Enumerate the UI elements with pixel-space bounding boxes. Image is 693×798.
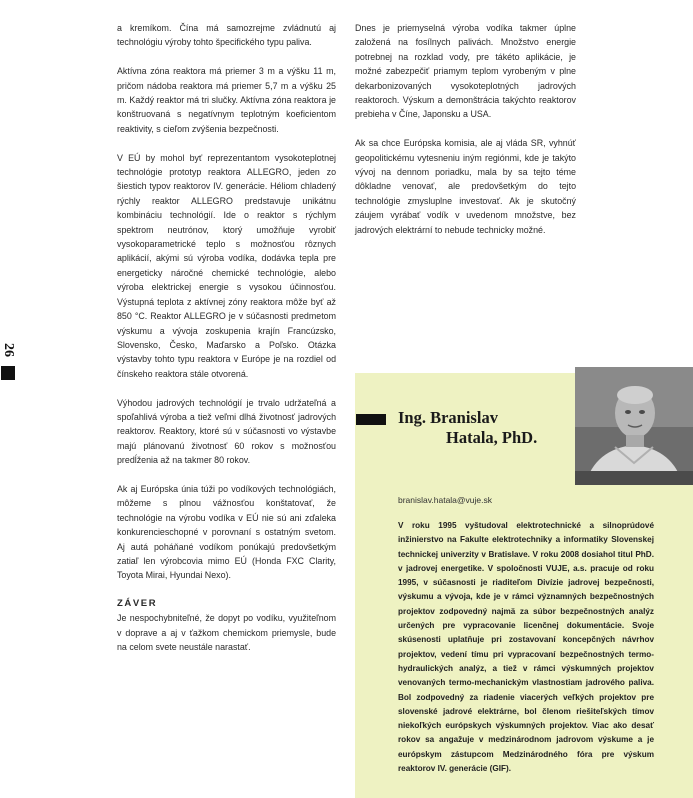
left-paragraph-3: V EÚ by mohol byť reprezentantom vysokoteplotnej technológie prototyp reaktora ALLEGRO, jeden zo šiestich typov reaktorov IV. generácie. Héliom chladený rýchly reaktor ALLEGRO predstavuje unikátnu kombináciu technológií. Ide o reaktor s rýchlym spektrom neutrónov, ktorý umožňuje vyrobiť vysokoparametrické teplo s možnosťou rôznych aplikácií, akými sú výroba vodíka, dodávka tepla pre energeticky náročné chemické technológie, alebo výroba elektrickej energie s vysokou účinnosťou. Výstupná teplota z aktívnej zóny reaktora môže byť až 850 °C. Reaktor ALLEGRO je v súčasnosti predmetom výskumu a vývoja zoskupenia krajín Francúzsko, Slovensko, Česko, Maďarsko a Poľsko. Otázka výstavby tohto typu reaktora v Európe je na rozdiel od čínskeho reaktora stále otvorená. <box>117 152 336 379</box>
conclusion-heading: ZÁVER <box>117 598 158 610</box>
author-name-line-1: Ing. Branislav <box>398 408 498 427</box>
left-paragraph-1: a kremíkom. Čína má samozrejme zvládnutú aj technológiu výroby tohto špecifického typu paliva. <box>117 23 336 48</box>
right-text-column <box>355 21 576 251</box>
page-number: 26 <box>1 343 16 357</box>
left-paragraph-2: Aktívna zóna reaktora má priemer 3 m a výšku 11 m, pričom nádoba reaktora má priemer 5,7 m a výšku 25 m. Každý reaktor má tri slučky. Aktívna zóna reaktora je konštruovaná s negatívnym teplotným koeficientom reaktivity, s cieľom zvýšenia bezpečnosti. <box>117 66 336 134</box>
author-photo <box>575 367 693 485</box>
page-number-marker <box>0 338 16 382</box>
author-bio-text: V roku 1995 vyštudoval elektrotechnické a silnoprúdové inžinierstvo na Fakulte elektrotechniky a informatiky Slovenskej technickej univerzity v Bratislave. V roku 2008 dosiahol titul PhD. v jadrovej energetike. V spoločnosti VUJE, a.s. pracuje od roku 1995, v súčasnosti je riaditeľom Divízie jadrovej bezpečnosti, výskumu a vývoja, kde je v rámci významných bezpečnostných projektov zodpovedný najmä za súbor bezpečnostných analýz určených pre vypracovanie licenčnej dokumentácie. Svoje skúsenosti uplatňuje pri zostavovaní koncepčných návrhov projektov, vedení tímu pri vypracovaní bezpečnostných termo-hydraulických analýz, a tiež v rámci výskumných projektov venovaných termo-mechanickým vlastnostiam jadrového paliva. Bol zodpovedný za riadenie viacerých veľkých projektov pre slovenské jadrové elektrárne, bol členom riešiteľských tímov niekoľkých európskych výskumných projektov. Viac ako desať rokov sa angažuje v medzinárodnom jadrovom výskume a je európskym zástupcom Medzinárodného fóra pre výskum reaktorov IV. generácie (GIF). <box>398 521 654 774</box>
name-marker-bar <box>356 414 386 425</box>
author-email[interactable]: branislav.hatala@vuje.sk <box>398 495 492 505</box>
author-name <box>398 408 568 448</box>
left-paragraph-4: Výhodou jadrových technológií je trvalo udržateľná a spoľahlivá výroba a tiež veľmi dlhá životnosť jadrových reaktorov. Reaktory, ktoré sú v súčasnosti vo výstavbe majú plánovanú životnosť 60 rokov s možnosťou predĺženia až na takmer 80 rokov. <box>117 397 336 466</box>
left-paragraph-6: Je nespochybniteľné, že dopyt po vodíku, využiteľnom v doprave a aj v ťažkom chemickom priemysle, bude na celom svete neustále narastať. <box>117 613 336 652</box>
left-text-column <box>117 21 336 669</box>
right-paragraph-2: Ak sa chce Európska komisia, ale aj vláda SR, vyhnúť geopolitickému vytesneniu iným regiónmi, kde je takýto vývoj na dennom poriadku, mala by sa tejto téme dôkladne venovať, ale predovšetkým do tejto technológie zmysluplne investovať. Ak je skutočný záujem vyrábať vodík v uvedenom množstve, bez jadrových elektrární to nebude technicky možné. <box>355 138 576 235</box>
author-portrait-icon <box>575 367 693 485</box>
right-paragraph-1: Dnes je priemyselná výroba vodíka takmer úplne založená na fosílnych palivách. Množstvo energie potrebnej na rozklad vody, pre tákéto aplikácie, je možné zabezpečiť priamym teplom vyrobeným v plne dekarbonizovaných vysokoteplotných jadrových reaktoroch. Výskum a demonštrácia takýchto reaktorov prebieha v Číne, Japonsku a USA. <box>355 23 576 120</box>
page-number-bar <box>1 366 15 380</box>
left-paragraph-5: Ak aj Európska únia túži po vodíkových technológiách, môžeme s plnou vážnosťou konštatovať, že technológie na výrobu vodíka v EÚ nie sú ani zďaleka konkurencieschopné v porovnaní s ostatným svetom. Aj autá poháňané vodíkom ponúkajú predovšetkým zatiaľ len výrobcovia mimo EÚ (Honda FXC Clarity, Toyota Mirai, Hyundai Nexo). <box>117 483 336 581</box>
author-name-line-2: Hatala, PhD. <box>446 428 538 447</box>
